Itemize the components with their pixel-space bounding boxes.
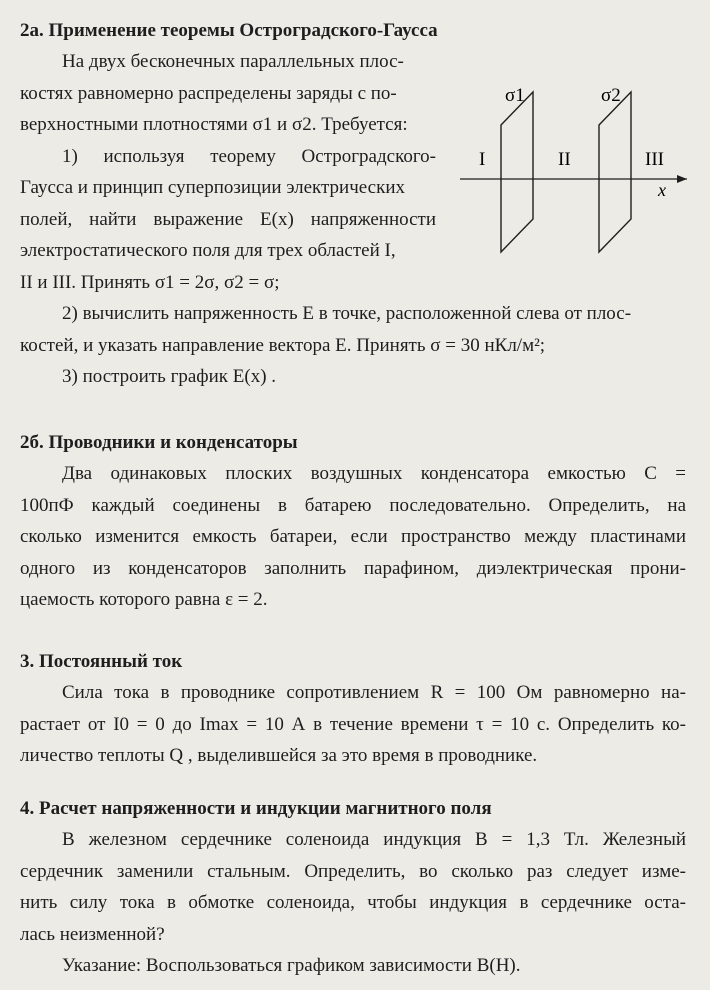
section-2a-title: 2а. Применение теоремы Остроградского-Гаусса — [20, 20, 438, 41]
text-line: лась неизменной? — [20, 923, 165, 945]
text-line: сердечник заменили стальным. Определить, во сколько раз следует изме- — [20, 860, 686, 882]
section-3-text — [20, 677, 686, 772]
sigma1-label: σ1 — [505, 85, 525, 106]
text-line: Сила тока в проводнике сопротивлением R = 100 Ом равномерно на- — [62, 682, 686, 703]
x-axis-arrow-icon — [677, 175, 687, 183]
text-line: цаемость которого равна ε = 2. — [20, 589, 268, 610]
text-line: В железном сердечнике соленоида индукция B = 1,3 Тл. Железный — [62, 829, 686, 850]
plane-sigma1 — [501, 92, 533, 252]
text-line: 3) построить график E(x) . — [62, 366, 277, 387]
text-line: 100пФ каждый соединены в батарею последовательно. Определить, на — [20, 494, 686, 516]
section-3-title: 3. Постоянный ток — [20, 651, 183, 672]
region-1-label: I — [479, 149, 486, 170]
text-line: полей, найти выражение E(x) напряженности — [20, 208, 436, 230]
text-line: костей, и указать направление вектора E. Принять σ = 30 нКл/м²; — [20, 334, 546, 356]
text-line: На двух бесконечных параллельных плос- — [62, 51, 404, 72]
section-2b-text — [20, 458, 686, 616]
text-line: 1) используя теорему Остроградского- — [62, 145, 436, 167]
text-line: одного из конденсаторов заполнить парафином, диэлектрическая прони- — [20, 557, 686, 579]
text-line: верхностными плотностями σ1 и σ2. Требуется: — [20, 114, 408, 135]
text-line: 2) вычислить напряженность E в точке, расположенной слева от плос- — [62, 303, 632, 324]
section-4-text — [20, 824, 686, 982]
section-2a-text-wide — [20, 298, 686, 393]
section-2a-text — [20, 46, 436, 298]
text-line: сколько изменится емкость батареи, если пространство между пластинами — [20, 526, 686, 547]
region-3-label: III — [645, 149, 664, 170]
text-line: нить силу тока в обмотке соленоида, чтобы индукция в сердечнике оста- — [20, 892, 686, 913]
text-line: II и III. Принять σ1 = 2σ, σ2 = σ; — [20, 271, 280, 293]
text-line: электростатического поля для трех областей I, — [20, 240, 396, 261]
text-line: костях равномерно распределены заряды с по- — [20, 82, 397, 104]
section-4-title: 4. Расчет напряженности и индукции магнитного поля — [20, 798, 492, 819]
text-line: растает от I0 = 0 до Imax = 10 А в течение времени τ = 10 с. Определить ко- — [20, 713, 686, 735]
region-2-label: II — [558, 149, 571, 170]
charged-planes-figure — [455, 80, 695, 275]
sigma2-label: σ2 — [601, 85, 621, 106]
x-axis-label: x — [658, 180, 666, 200]
plane-sigma2 — [599, 92, 631, 252]
text-line: Два одинаковых плоских воздушных конденсатора емкостью C = — [62, 463, 686, 484]
text-line: Гаусса и принцип суперпозиции электрических — [20, 177, 406, 198]
text-line: личество теплоты Q , выделившейся за это время в проводнике. — [20, 745, 538, 766]
section-2b-title: 2б. Проводники и конденсаторы — [20, 432, 298, 453]
text-line: Указание: Воспользоваться графиком зависимости B(H). — [62, 955, 521, 976]
